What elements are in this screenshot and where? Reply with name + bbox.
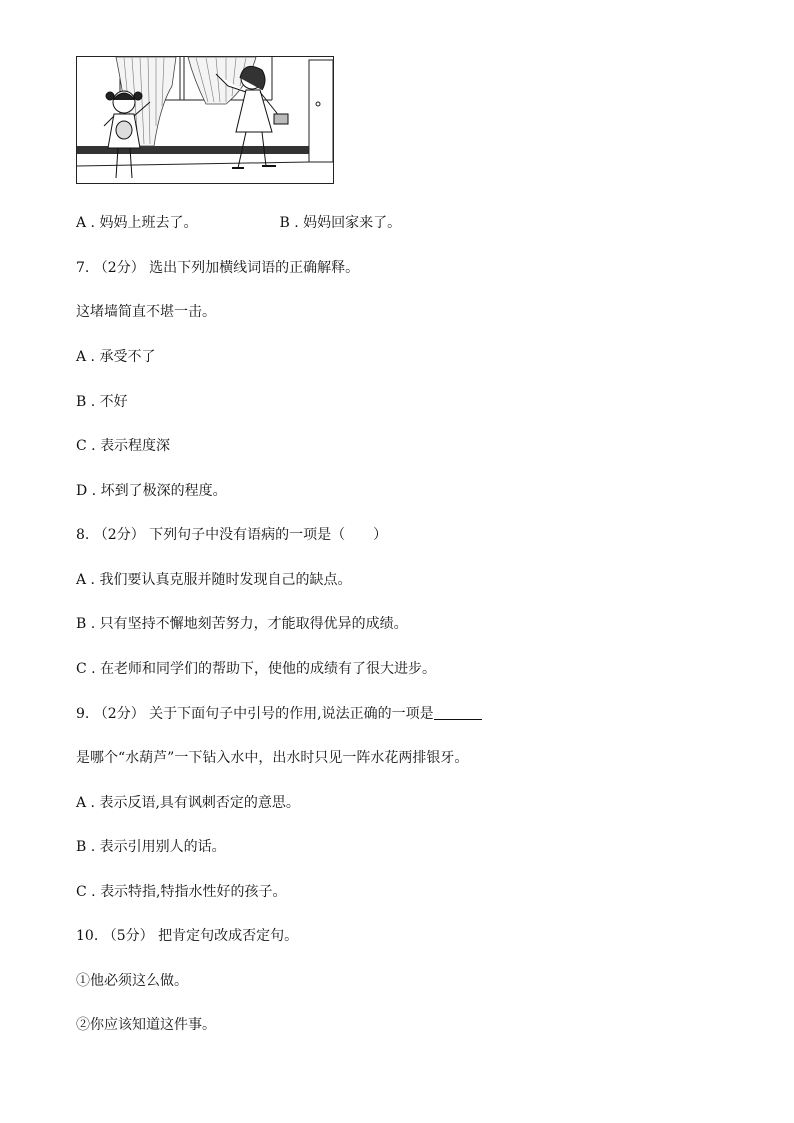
q8-stem: 8. （2分） 下列句子中没有语病的一项是（ ） <box>76 527 388 543</box>
q10-item-2: ②你应该知道这件事。 <box>76 1017 216 1033</box>
q9-option-a[interactable]: A . 表示反语,具有讽刺否定的意思。 <box>76 795 300 811</box>
q7-option-a[interactable]: A . 承受不了 <box>76 349 156 365</box>
q7-sentence: 这堵墙简直不堪一击。 <box>76 304 216 320</box>
illustration-mother-daughter <box>76 56 334 184</box>
q8-option-b[interactable]: B . 只有坚持不懈地刻苦努力，才能取得优异的成绩。 <box>76 616 408 632</box>
q8-option-c[interactable]: C . 在老师和同学们的帮助下，使他的成绩有了很大进步。 <box>76 661 437 677</box>
q9-sentence: 是哪个“水葫芦”一下钻入水中，出水时只见一阵水花两排银牙。 <box>76 750 469 766</box>
q9-option-c[interactable]: C . 表示特指,特指水性好的孩子。 <box>76 884 287 900</box>
q9-option-b[interactable]: B . 表示引用别人的话。 <box>76 839 226 855</box>
q9-answer-blank[interactable] <box>434 705 482 720</box>
q7-option-c[interactable]: C . 表示程度深 <box>76 438 171 454</box>
q10-item-1: ①他必须这么做。 <box>76 973 188 989</box>
q9-stem: 9. （2分） 关于下面句子中引号的作用,说法正确的一项是 <box>76 706 434 722</box>
q9-stem-row <box>76 704 482 724</box>
q10-stem: 10. （5分） 把肯定句改成否定句。 <box>76 928 299 944</box>
q7-option-b[interactable]: B . 不好 <box>76 394 128 410</box>
q6-option-a[interactable]: A . 妈妈上班去了。 <box>76 215 198 231</box>
q8-option-a[interactable]: A . 我们要认真克服并随时发现自己的缺点。 <box>76 572 352 588</box>
q7-stem: 7. （2分） 选出下列加横线词语的正确解释。 <box>76 260 360 276</box>
q6-option-b[interactable]: B . 妈妈回家来了。 <box>279 215 402 231</box>
q7-option-d[interactable]: D . 坏到了极深的程度。 <box>76 483 227 499</box>
q6-options <box>76 213 401 233</box>
